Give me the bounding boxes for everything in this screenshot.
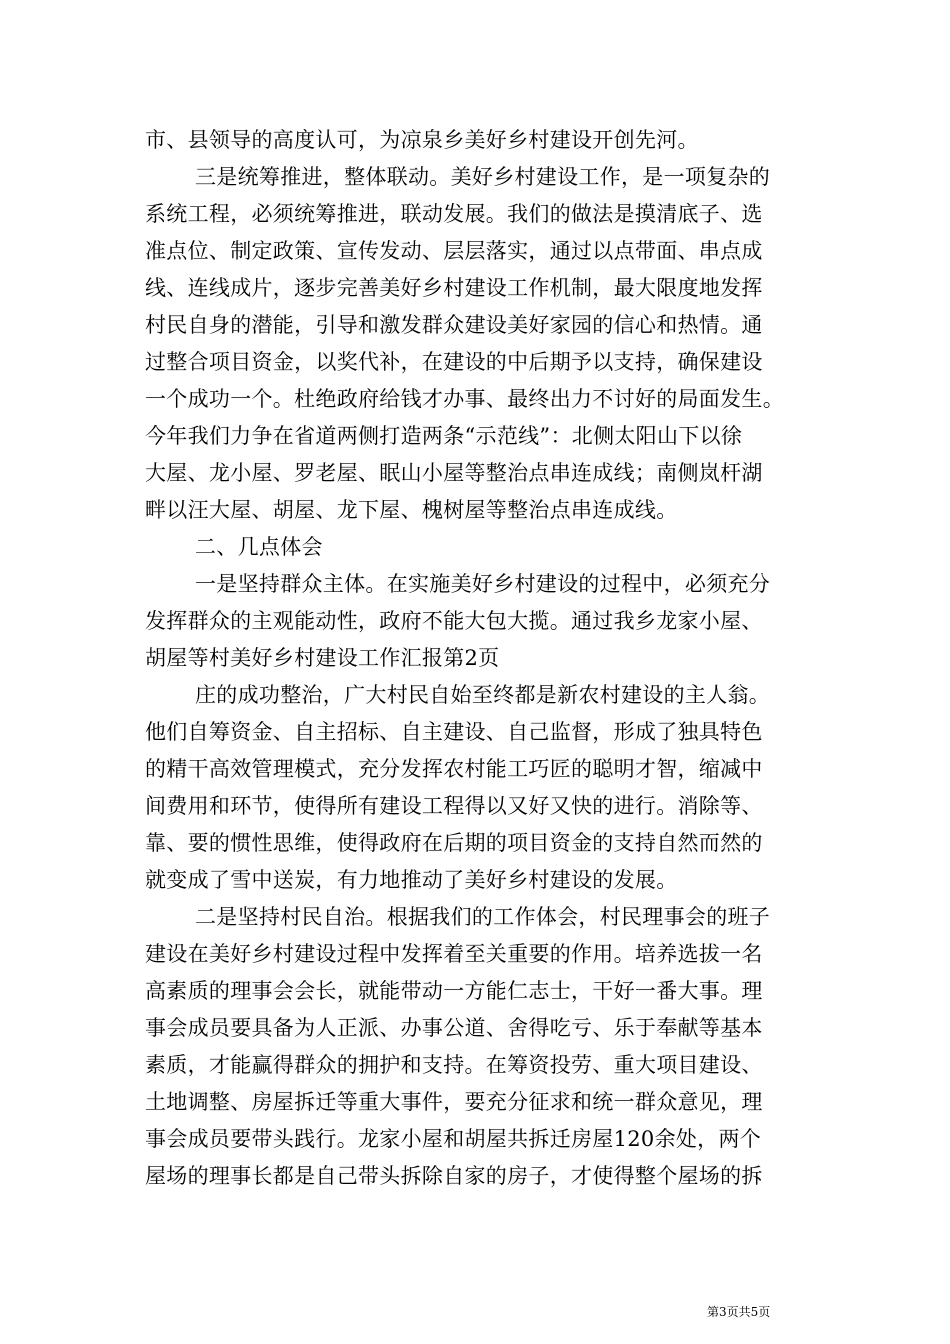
text-line: 就变成了雪中送炭，有力地推动了美好乡村建设的发展。 — [145, 868, 678, 892]
paragraph-first-line: 庄的成功整治，广大村民自始至终都是新农村建设的主人翁。 — [195, 683, 771, 707]
paragraph-first-line: 一是坚持群众主体。在实施美好乡村建设的过程中，必须充分 — [195, 572, 771, 596]
text-line: 过整合项目资金，以奖代补，在建设的中后期予以支持，确保建设 — [145, 350, 763, 374]
body-text — [145, 122, 807, 1195]
text-line: 市、县领导的高度认可，为凉泉乡美好乡村建设开创先河。 — [145, 128, 699, 152]
text-line: 土地调整、房屋拆迁等重大事件，要充分征求和统一群众意见，理 — [145, 1090, 763, 1114]
text-line: 高素质的理事会会长，就能带动一方能仁志士，干好一番大事。理 — [145, 979, 763, 1003]
text-line: 发挥群众的主观能动性，政府不能大包大揽。通过我乡龙家小屋、 — [145, 609, 763, 633]
text-line: 事会成员要具备为人正派、办事公道、舍得吃亏、乐于奉献等基本 — [145, 1016, 763, 1040]
text-line: 的精干高效管理模式，充分发挥农村能工巧匠的聪明才智，缩减中 — [145, 757, 763, 781]
text-line: 线、连线成片，逐步完善美好乡村建设工作机制，最大限度地发挥 — [145, 276, 763, 300]
section-heading: 二、几点体会 — [195, 535, 323, 559]
text-line: 一个成功一个。杜绝政府给钱才办事、最终出力不讨好的局面发生。 — [145, 387, 784, 411]
text-line: 畔以汪大屋、胡屋、龙下屋、槐树屋等整治点串连成线。 — [145, 498, 678, 522]
text-line: 靠、要的惯性思维，使得政府在后期的项目资金的支持自然而然的 — [145, 831, 763, 855]
text-line: 胡屋等村美好乡村建设工作汇报第2页 — [145, 646, 500, 670]
text-line: 他们自筹资金、自主招标、自主建设、自己监督，形成了独具特色 — [145, 720, 763, 744]
text-line: 间费用和环节，使得所有建设工程得以又好又快的进行。消除等、 — [145, 794, 763, 818]
text-line: 屋场的理事长都是自己带头拆除自家的房子，才使得整个屋场的拆 — [145, 1164, 763, 1188]
paragraph-first-line: 二是坚持村民自治。根据我们的工作体会，村民理事会的班子 — [195, 905, 771, 929]
text-line: 今年我们力争在省道两侧打造两条“示范线”：北侧太阳山下以徐 — [145, 424, 743, 448]
text-line: 大屋、龙小屋、罗老屋、眠山小屋等整治点串连成线；南侧岚杆湖 — [145, 461, 763, 485]
text-line: 事会成员要带头践行。龙家小屋和胡屋共拆迁房屋120余处，两个 — [145, 1127, 762, 1151]
text-line: 村民自身的潜能，引导和激发群众建设美好家园的信心和热情。通 — [145, 313, 763, 337]
paragraph-first-line: 三是统筹推进，整体联动。美好乡村建设工作，是一项复杂的 — [195, 165, 771, 189]
text-line: 素质，才能赢得群众的拥护和支持。在筹资投劳、重大项目建设、 — [145, 1053, 763, 1077]
page-number: 第3页共5页 — [707, 1305, 771, 1319]
text-line: 建设在美好乡村建设过程中发挥着至关重要的作用。培养选拔一名 — [145, 942, 763, 966]
text-line: 系统工程，必须统筹推进，联动发展。我们的做法是摸清底子、选 — [145, 202, 763, 226]
text-line: 准点位、制定政策、宣传发动、层层落实，通过以点带面、串点成 — [145, 239, 763, 263]
